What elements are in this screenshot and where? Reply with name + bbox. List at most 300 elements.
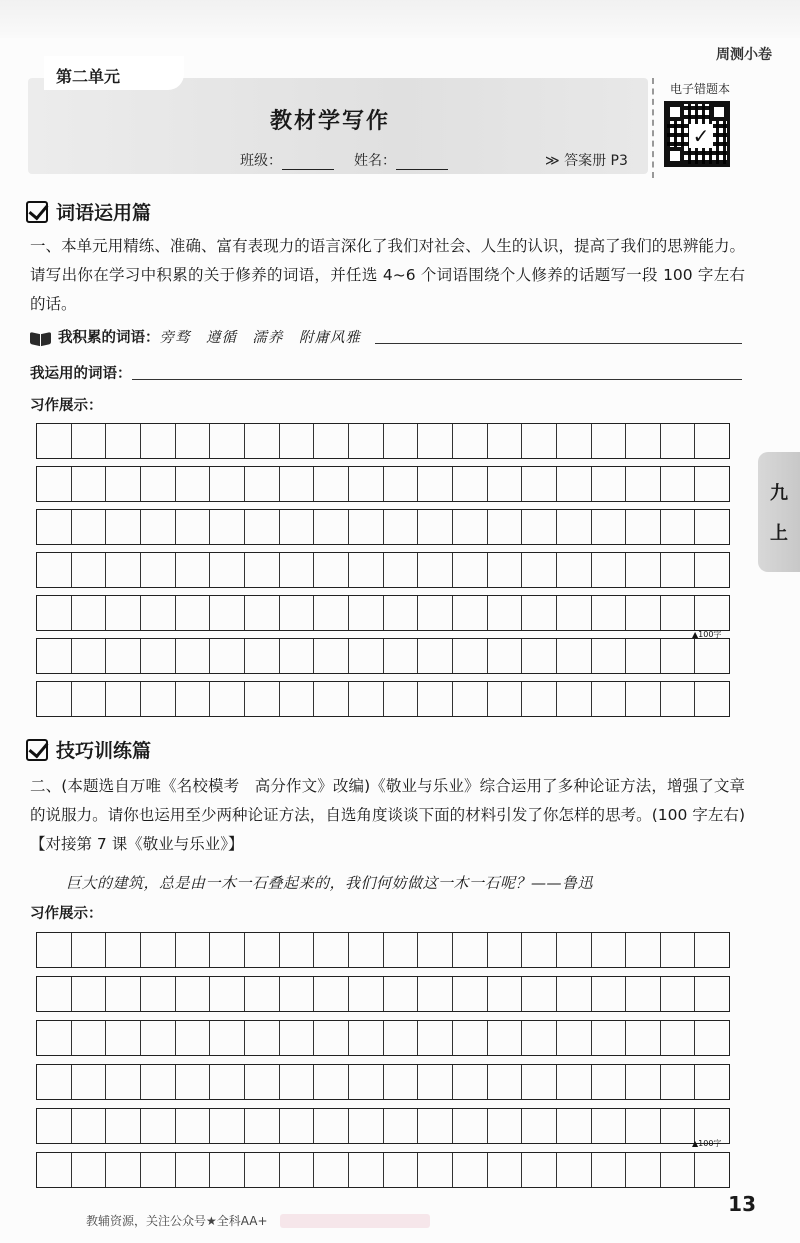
grid-cell[interactable]: [488, 1065, 523, 1099]
grid-cell[interactable]: [695, 1021, 729, 1055]
grid-cell[interactable]: [592, 977, 627, 1011]
grid-row: [36, 976, 730, 1012]
grid-cell[interactable]: [418, 510, 453, 544]
grid-cell[interactable]: [557, 510, 592, 544]
grid-cell[interactable]: [72, 933, 107, 967]
grid-cell[interactable]: [176, 510, 211, 544]
grid-cell[interactable]: [453, 933, 488, 967]
grid-cell[interactable]: [695, 467, 729, 501]
grid-cell[interactable]: [418, 424, 453, 458]
grid-cell[interactable]: [522, 510, 557, 544]
grid-cell[interactable]: [557, 467, 592, 501]
grid-cell[interactable]: [592, 639, 627, 673]
display-label-2: 习作展示：: [30, 906, 103, 922]
grid-cell[interactable]: [349, 1153, 384, 1187]
grid-cell[interactable]: [592, 1109, 627, 1143]
grid-cell[interactable]: [349, 424, 384, 458]
grid-cell[interactable]: [106, 639, 141, 673]
grid-cell[interactable]: [314, 639, 349, 673]
footer-text: 教辅资源，关注公众号★全科AA+: [86, 1214, 268, 1228]
accumulated-label: 我积累的词语：: [58, 330, 160, 346]
grid-cell[interactable]: [453, 553, 488, 587]
grid-cell[interactable]: [557, 596, 592, 630]
grid-cell[interactable]: [626, 1065, 661, 1099]
grid-cell[interactable]: [37, 977, 72, 1011]
grid-cell[interactable]: [453, 1109, 488, 1143]
grid-cell[interactable]: [626, 596, 661, 630]
grid-cell[interactable]: [210, 424, 245, 458]
grid-cell[interactable]: [141, 682, 176, 716]
grid-cell[interactable]: [384, 1021, 419, 1055]
grid-cell[interactable]: [349, 510, 384, 544]
grid-cell[interactable]: [349, 596, 384, 630]
grid-cell[interactable]: [280, 1065, 315, 1099]
grid-cell[interactable]: [418, 1109, 453, 1143]
grid-cell[interactable]: [384, 1065, 419, 1099]
grid-cell[interactable]: [210, 639, 245, 673]
grid-cell[interactable]: [626, 1021, 661, 1055]
grid-cell[interactable]: [106, 467, 141, 501]
grid-cell[interactable]: [488, 596, 523, 630]
grid-cell[interactable]: [280, 682, 315, 716]
grid-cell[interactable]: [592, 1153, 627, 1187]
grid-cell[interactable]: [661, 682, 696, 716]
grid-cell[interactable]: [384, 977, 419, 1011]
grid-cell[interactable]: [280, 1153, 315, 1187]
grid-cell[interactable]: [557, 553, 592, 587]
grid-cell[interactable]: [72, 596, 107, 630]
grid-cell[interactable]: [661, 596, 696, 630]
class-field[interactable]: 班级：: [240, 150, 334, 170]
accumulated-words: 旁骛 遵循 濡养 附庸风雅: [159, 330, 361, 346]
grid-cell[interactable]: [384, 424, 419, 458]
used-words-label: 我运用的词语：: [30, 366, 132, 382]
grid-cell[interactable]: [176, 424, 211, 458]
grid-cell[interactable]: [280, 933, 315, 967]
grid-cell[interactable]: [245, 977, 280, 1011]
grid-row: [36, 932, 730, 968]
grid-cell[interactable]: [314, 510, 349, 544]
grid-cell[interactable]: [453, 977, 488, 1011]
grid-cell[interactable]: [453, 682, 488, 716]
grid-cell[interactable]: [592, 682, 627, 716]
grid-cell[interactable]: [522, 977, 557, 1011]
grid-cell[interactable]: [349, 1021, 384, 1055]
grid-cell[interactable]: [488, 510, 523, 544]
grid-cell[interactable]: [626, 553, 661, 587]
grid-cell[interactable]: [314, 933, 349, 967]
grid-cell[interactable]: [72, 682, 107, 716]
grid-cell[interactable]: [384, 553, 419, 587]
grid-cell[interactable]: [661, 553, 696, 587]
grid-cell[interactable]: [557, 1153, 592, 1187]
grid-cell[interactable]: [418, 1065, 453, 1099]
grid-cell[interactable]: [210, 510, 245, 544]
grid-cell[interactable]: [626, 977, 661, 1011]
grid-cell[interactable]: [72, 1109, 107, 1143]
grid-cell[interactable]: [488, 639, 523, 673]
grid-cell[interactable]: [418, 977, 453, 1011]
grid-cell[interactable]: [141, 467, 176, 501]
grid-cell[interactable]: [210, 467, 245, 501]
grid-cell[interactable]: [695, 510, 729, 544]
grid-cell[interactable]: [592, 933, 627, 967]
grid-cell[interactable]: [245, 1153, 280, 1187]
grid-cell[interactable]: [245, 424, 280, 458]
grid-cell[interactable]: [245, 1021, 280, 1055]
grid-cell[interactable]: [349, 553, 384, 587]
grid-cell[interactable]: [522, 467, 557, 501]
grid-cell[interactable]: [695, 682, 729, 716]
question-1-text: 一、本单元用精练、准确、富有表现力的语言深化了我们对社会、人生的认识，提高了我们的思辨能力。请写出你在学习中积累的关于修养的词语，并任选 4~6 个词语围绕个人修养的话题写一段 100 字左右的话。: [30, 237, 745, 313]
grid-row: [36, 1152, 730, 1188]
grid-cell[interactable]: [626, 1109, 661, 1143]
grid-cell[interactable]: [141, 596, 176, 630]
grid-cell[interactable]: [245, 510, 280, 544]
grid-row: [36, 681, 730, 717]
scan-edge: [0, 0, 800, 38]
grid-cell[interactable]: [314, 682, 349, 716]
grid-cell[interactable]: [626, 933, 661, 967]
grid-cell[interactable]: [418, 639, 453, 673]
name-field[interactable]: 姓名：: [354, 150, 448, 170]
grid-cell[interactable]: [349, 1065, 384, 1099]
grid-cell[interactable]: [245, 596, 280, 630]
grid-cell[interactable]: [522, 933, 557, 967]
grid-cell[interactable]: [141, 1065, 176, 1099]
grid-cell[interactable]: [349, 682, 384, 716]
grid-cell[interactable]: [210, 933, 245, 967]
grid-cell[interactable]: [488, 682, 523, 716]
grid-cell[interactable]: [314, 1153, 349, 1187]
grid-cell[interactable]: [488, 1153, 523, 1187]
grid-cell[interactable]: [592, 553, 627, 587]
grid-cell[interactable]: [626, 424, 661, 458]
grid-cell[interactable]: [557, 682, 592, 716]
grid-cell[interactable]: [695, 977, 729, 1011]
grid-cell[interactable]: [557, 424, 592, 458]
grid-cell[interactable]: [661, 1109, 696, 1143]
qr-code-icon[interactable]: [664, 101, 730, 167]
grid-cell[interactable]: [176, 596, 211, 630]
grid-cell[interactable]: [106, 1021, 141, 1055]
grid-cell[interactable]: [314, 1109, 349, 1143]
section-heading-skills: 技巧训练篇: [26, 736, 151, 763]
grid-cell[interactable]: [245, 1109, 280, 1143]
grid-cell[interactable]: [349, 977, 384, 1011]
grid-cell[interactable]: [176, 639, 211, 673]
grid-cell[interactable]: [37, 596, 72, 630]
grid-cell[interactable]: [418, 682, 453, 716]
book-icon: [30, 333, 52, 347]
grid-cell[interactable]: [522, 596, 557, 630]
grid-cell[interactable]: [488, 467, 523, 501]
grid-cell[interactable]: [488, 933, 523, 967]
grid-cell[interactable]: [141, 553, 176, 587]
checkbox-icon: [26, 201, 48, 223]
grid-cell[interactable]: [522, 682, 557, 716]
grid-cell[interactable]: [176, 977, 211, 1011]
grid-cell[interactable]: [418, 1153, 453, 1187]
grid-cell[interactable]: [695, 1065, 729, 1099]
grid-cell[interactable]: [72, 1065, 107, 1099]
grid-cell[interactable]: [453, 510, 488, 544]
grid-cell[interactable]: [488, 1109, 523, 1143]
grid-cell[interactable]: [176, 1109, 211, 1143]
grid-cell[interactable]: [314, 553, 349, 587]
grid-cell[interactable]: [280, 977, 315, 1011]
grid-cell[interactable]: [210, 977, 245, 1011]
grid-cell[interactable]: [695, 639, 729, 673]
grid-cell[interactable]: [280, 553, 315, 587]
grid-cell[interactable]: [453, 1153, 488, 1187]
grid-cell[interactable]: [141, 1109, 176, 1143]
side-tab-term: 上: [770, 523, 788, 544]
grid-cell[interactable]: [349, 933, 384, 967]
check-icon: ✓: [689, 124, 713, 148]
grid-cell[interactable]: [661, 639, 696, 673]
grid-cell[interactable]: [488, 553, 523, 587]
grid-cell[interactable]: [37, 1065, 72, 1099]
grid-cell[interactable]: [176, 682, 211, 716]
grid-cell[interactable]: [626, 682, 661, 716]
grid-cell[interactable]: [314, 424, 349, 458]
grid-cell[interactable]: [210, 1065, 245, 1099]
grid-cell[interactable]: [557, 639, 592, 673]
question-2-text: 二、(本题选自万唯《名校模考 高分作文》改编)《敬业与乐业》综合运用了多种论证方法，增强了文章的说服力。请你也运用至少两种论证方法，自选角度谈谈下面的材料引发了你怎样的思考。(100 字左右)【对接第 7 课《敬业与乐业》】: [30, 777, 745, 853]
grid-cell[interactable]: [557, 1065, 592, 1099]
grid-cell[interactable]: [72, 510, 107, 544]
grid-cell[interactable]: [245, 1065, 280, 1099]
grid-cell[interactable]: [176, 1065, 211, 1099]
footer-stamp: [280, 1214, 430, 1228]
grid-cell[interactable]: [176, 553, 211, 587]
page-title: 教材学写作: [270, 109, 391, 134]
grid-cell[interactable]: [349, 639, 384, 673]
weekly-label: 周测小卷: [716, 47, 772, 63]
grid-cell[interactable]: [453, 596, 488, 630]
grid-cell[interactable]: [661, 467, 696, 501]
grid-cell[interactable]: [557, 1109, 592, 1143]
grid-cell[interactable]: [522, 1153, 557, 1187]
mark-100-chars-2: ▲100字: [692, 1139, 722, 1148]
grid-cell[interactable]: [314, 977, 349, 1011]
grid-cell[interactable]: [592, 510, 627, 544]
grid-cell[interactable]: [72, 467, 107, 501]
grid-cell[interactable]: [280, 596, 315, 630]
answer-line[interactable]: [375, 343, 742, 344]
grid-cell[interactable]: [384, 1153, 419, 1187]
grid-row: [36, 1108, 730, 1144]
mark-100-chars-1: ▲100字: [692, 630, 722, 639]
grid-cell[interactable]: [245, 933, 280, 967]
grid-cell[interactable]: [37, 553, 72, 587]
grid-cell[interactable]: [626, 510, 661, 544]
grid-cell[interactable]: [72, 1021, 107, 1055]
grid-cell[interactable]: [72, 639, 107, 673]
grid-cell[interactable]: [106, 424, 141, 458]
grid-cell[interactable]: [453, 1021, 488, 1055]
grid-cell[interactable]: [695, 596, 729, 630]
grid-cell[interactable]: [453, 424, 488, 458]
grid-cell[interactable]: [557, 933, 592, 967]
grid-cell[interactable]: [106, 596, 141, 630]
grid-cell[interactable]: [661, 1153, 696, 1187]
grid-cell[interactable]: [106, 1065, 141, 1099]
grid-cell[interactable]: [314, 467, 349, 501]
grid-cell[interactable]: [141, 424, 176, 458]
page-number: 13: [728, 1192, 756, 1216]
grid-cell[interactable]: [384, 596, 419, 630]
grid-cell[interactable]: [210, 553, 245, 587]
grid-cell[interactable]: [384, 510, 419, 544]
grid-cell[interactable]: [210, 682, 245, 716]
grid-cell[interactable]: [141, 1021, 176, 1055]
grid-cell[interactable]: [245, 553, 280, 587]
grid-cell[interactable]: [280, 467, 315, 501]
grid-cell[interactable]: [37, 933, 72, 967]
grid-cell[interactable]: [72, 553, 107, 587]
grid-cell[interactable]: [695, 1153, 729, 1187]
grid-cell[interactable]: [418, 933, 453, 967]
grid-cell[interactable]: [384, 682, 419, 716]
grid-cell[interactable]: [626, 639, 661, 673]
grid-cell[interactable]: [488, 1021, 523, 1055]
grid-cell[interactable]: [522, 1065, 557, 1099]
grid-cell[interactable]: [141, 510, 176, 544]
grid-cell[interactable]: [557, 977, 592, 1011]
grid-cell[interactable]: [280, 424, 315, 458]
grid-cell[interactable]: [106, 977, 141, 1011]
grid-cell[interactable]: [280, 639, 315, 673]
grid-cell[interactable]: [176, 1021, 211, 1055]
grid-cell[interactable]: [245, 467, 280, 501]
grid-cell[interactable]: [37, 1153, 72, 1187]
grid-cell[interactable]: [661, 510, 696, 544]
grid-cell[interactable]: [592, 1065, 627, 1099]
grid-row: [36, 552, 730, 588]
grid-cell[interactable]: [626, 467, 661, 501]
grid-cell[interactable]: [453, 1065, 488, 1099]
grid-cell[interactable]: [37, 682, 72, 716]
grid-cell[interactable]: [314, 1021, 349, 1055]
grid-cell[interactable]: [141, 977, 176, 1011]
grid-cell[interactable]: [384, 933, 419, 967]
grid-cell[interactable]: [349, 1109, 384, 1143]
qr-label: 电子错题本: [669, 82, 730, 96]
grid-cell[interactable]: [141, 1153, 176, 1187]
grid-cell[interactable]: [661, 1021, 696, 1055]
grid-cell[interactable]: [453, 639, 488, 673]
accumulated-words-line: [30, 326, 742, 347]
grid-cell[interactable]: [141, 933, 176, 967]
grid-cell[interactable]: [418, 467, 453, 501]
grid-cell[interactable]: [488, 424, 523, 458]
grid-cell[interactable]: [72, 1153, 107, 1187]
grid-cell[interactable]: [106, 553, 141, 587]
grid-cell[interactable]: [37, 1021, 72, 1055]
grid-cell[interactable]: [141, 639, 176, 673]
grid-cell[interactable]: [522, 1109, 557, 1143]
grid-cell[interactable]: [37, 510, 72, 544]
grid-cell[interactable]: [592, 596, 627, 630]
grid-cell[interactable]: [592, 1021, 627, 1055]
grid-cell[interactable]: [37, 467, 72, 501]
dashed-separator: [652, 78, 654, 178]
grid-cell[interactable]: [210, 1153, 245, 1187]
grid-cell[interactable]: [418, 596, 453, 630]
grid-cell[interactable]: [314, 1065, 349, 1099]
grid-cell[interactable]: [661, 933, 696, 967]
grid-cell[interactable]: [106, 682, 141, 716]
grid-cell[interactable]: [661, 977, 696, 1011]
grid-cell[interactable]: [592, 467, 627, 501]
grid-cell[interactable]: [314, 596, 349, 630]
grid-cell[interactable]: [695, 553, 729, 587]
grid-cell[interactable]: [210, 1109, 245, 1143]
grid-cell[interactable]: [280, 1109, 315, 1143]
grid-cell[interactable]: [72, 977, 107, 1011]
grid-cell[interactable]: [384, 1109, 419, 1143]
grid-cell[interactable]: [695, 933, 729, 967]
grid-row: [36, 509, 730, 545]
grid-cell[interactable]: [37, 1109, 72, 1143]
grid-cell[interactable]: [349, 467, 384, 501]
grid-cell[interactable]: [106, 1153, 141, 1187]
grid-cell[interactable]: [488, 977, 523, 1011]
grid-cell[interactable]: [453, 467, 488, 501]
grid-cell[interactable]: [418, 1021, 453, 1055]
grid-cell[interactable]: [592, 424, 627, 458]
qr-block: [660, 80, 740, 167]
student-info: [240, 150, 448, 170]
side-tab: [758, 452, 800, 572]
grid-cell[interactable]: [695, 424, 729, 458]
grid-cell[interactable]: [176, 933, 211, 967]
grid-cell[interactable]: [210, 1021, 245, 1055]
grid-row: [36, 595, 730, 631]
grid-cell[interactable]: [418, 553, 453, 587]
grid-cell[interactable]: [522, 1021, 557, 1055]
grid-cell[interactable]: [280, 1021, 315, 1055]
side-tab-grade: 九: [770, 483, 788, 504]
grid-cell[interactable]: [522, 424, 557, 458]
grid-cell[interactable]: [661, 1065, 696, 1099]
grid-cell[interactable]: [522, 639, 557, 673]
answer-line[interactable]: [132, 379, 743, 380]
answer-reference: ≫ 答案册 P3: [545, 153, 628, 169]
grid-cell[interactable]: [210, 596, 245, 630]
grid-cell[interactable]: [626, 1153, 661, 1187]
grid-cell[interactable]: [384, 639, 419, 673]
grid-cell[interactable]: [37, 639, 72, 673]
grid-cell[interactable]: [522, 553, 557, 587]
grid-cell[interactable]: [106, 1109, 141, 1143]
grid-row: [36, 1020, 730, 1056]
grid-cell[interactable]: [176, 467, 211, 501]
grid-cell[interactable]: [557, 1021, 592, 1055]
grid-cell[interactable]: [280, 510, 315, 544]
grid-cell[interactable]: [37, 424, 72, 458]
grid-cell[interactable]: [245, 682, 280, 716]
grid-cell[interactable]: [176, 1153, 211, 1187]
grid-cell[interactable]: [384, 467, 419, 501]
grid-cell[interactable]: [72, 424, 107, 458]
grid-cell[interactable]: [106, 933, 141, 967]
grid-cell[interactable]: [245, 639, 280, 673]
grid-cell[interactable]: [106, 510, 141, 544]
grid-cell[interactable]: [661, 424, 696, 458]
